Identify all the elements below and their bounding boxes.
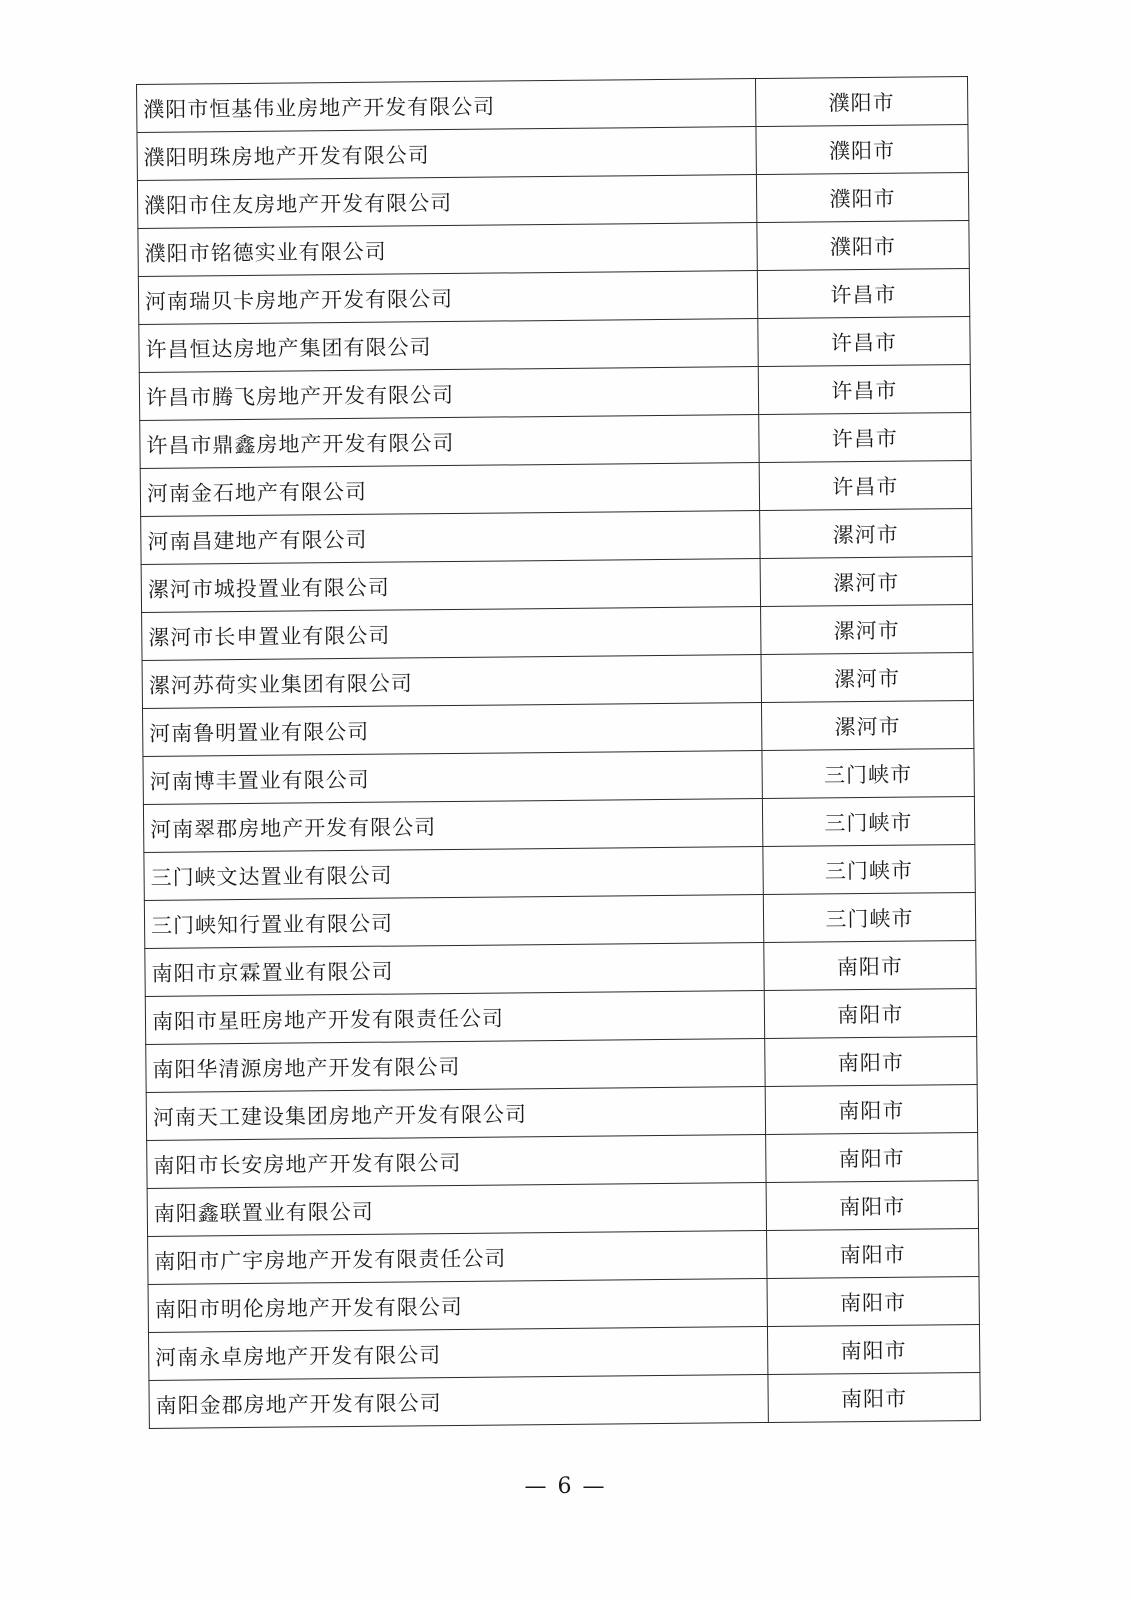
city-cell: 南阳市 [767,1324,980,1374]
table-row [147,1180,978,1236]
table-row [146,1036,977,1092]
company-name-cell: 河南永卓房地产开发有限公司 [148,1326,767,1380]
table-row [141,508,972,564]
company-name-cell: 河南瑞贝卡房地产开发有限公司 [138,271,757,325]
table-row [143,796,974,852]
city-cell: 濮阳市 [756,125,969,175]
city-cell: 许昌市 [757,269,970,319]
company-name-cell: 三门峡知行置业有限公司 [144,895,763,949]
company-name-cell: 濮阳市铭德实业有限公司 [138,223,757,277]
company-name-cell: 漯河苏荷实业集团有限公司 [142,655,761,709]
city-cell: 许昌市 [757,317,970,367]
city-cell: 南阳市 [766,1180,979,1230]
table-row [148,1228,979,1284]
table-row [149,1372,980,1428]
company-name-cell: 许昌市鼎鑫房地产开发有限公司 [140,415,759,469]
city-cell: 漯河市 [760,604,973,654]
company-name-cell: 河南翠郡房地产开发有限公司 [143,799,762,853]
table-row [140,461,971,517]
company-name-cell: 濮阳市住友房地产开发有限公司 [137,175,756,229]
table-row [145,988,976,1044]
company-name-cell: 南阳市广宇房地产开发有限责任公司 [148,1231,767,1285]
company-name-cell: 南阳市明伦房地产开发有限公司 [148,1279,767,1333]
city-cell: 南阳市 [765,1132,978,1182]
city-cell: 三门峡市 [763,844,976,894]
company-name-cell: 许昌恒达房地产集团有限公司 [139,319,758,373]
table-row [142,700,973,756]
table-row [145,940,976,996]
company-name-cell: 许昌市腾飞房地产开发有限公司 [139,367,758,421]
company-name-cell: 濮阳市恒基伟业房地产开发有限公司 [137,79,756,133]
table-row [139,365,970,421]
city-cell: 许昌市 [758,413,971,463]
table-row [148,1276,979,1332]
table-row [142,604,973,660]
table-row [143,748,974,804]
city-cell: 南阳市 [766,1228,979,1278]
city-cell: 三门峡市 [763,892,976,942]
city-cell: 许昌市 [759,461,972,511]
company-table-body [137,77,981,1429]
table-row [142,652,973,708]
city-cell: 濮阳市 [757,221,970,271]
table-row [138,269,969,325]
table-row [137,77,968,133]
city-cell: 许昌市 [758,365,971,415]
city-cell: 漯河市 [761,652,974,702]
city-cell: 漯河市 [760,556,973,606]
company-name-cell: 三门峡文达置业有限公司 [144,847,763,901]
city-cell: 南阳市 [763,940,976,990]
company-name-cell: 南阳市星旺房地产开发有限责任公司 [145,991,764,1045]
company-name-cell: 南阳市长安房地产开发有限公司 [147,1135,766,1189]
table-row [137,173,968,229]
city-cell: 南阳市 [767,1276,980,1326]
city-cell: 南阳市 [764,988,977,1038]
company-name-cell: 漯河市长申置业有限公司 [142,607,761,661]
company-name-cell: 漯河市城投置业有限公司 [141,559,760,613]
table-row [147,1132,978,1188]
company-name-cell: 河南金石地产有限公司 [140,463,759,517]
table-row [138,221,969,277]
city-cell: 漯河市 [761,700,974,750]
city-cell: 漯河市 [759,508,972,558]
company-name-cell: 南阳市京霖置业有限公司 [145,943,764,997]
company-name-cell: 河南鲁明置业有限公司 [142,703,761,757]
city-cell: 南阳市 [764,1036,977,1086]
company-name-cell: 濮阳明珠房地产开发有限公司 [137,127,756,181]
table-row [144,844,975,900]
company-name-cell: 南阳鑫联置业有限公司 [147,1183,766,1237]
city-cell: 濮阳市 [756,173,969,223]
company-name-cell: 河南博丰置业有限公司 [143,751,762,805]
company-table [136,76,981,1429]
table-row [146,1084,977,1140]
table-row [141,556,972,612]
table-row [139,317,970,373]
page-number: — 6 — [524,1474,607,1499]
company-name-cell: 河南昌建地产有限公司 [141,511,760,565]
city-cell: 三门峡市 [762,748,975,798]
city-cell: 南阳市 [768,1372,981,1422]
city-cell: 濮阳市 [755,77,968,127]
company-name-cell: 河南天工建设集团房地产开发有限公司 [146,1087,765,1141]
table-row [140,413,971,469]
city-cell: 三门峡市 [762,796,975,846]
table-row [137,125,968,181]
company-name-cell: 南阳金郡房地产开发有限公司 [149,1374,768,1428]
company-name-cell: 南阳华清源房地产开发有限公司 [146,1039,765,1093]
table-row [144,892,975,948]
city-cell: 南阳市 [765,1084,978,1134]
table-row [148,1324,979,1380]
